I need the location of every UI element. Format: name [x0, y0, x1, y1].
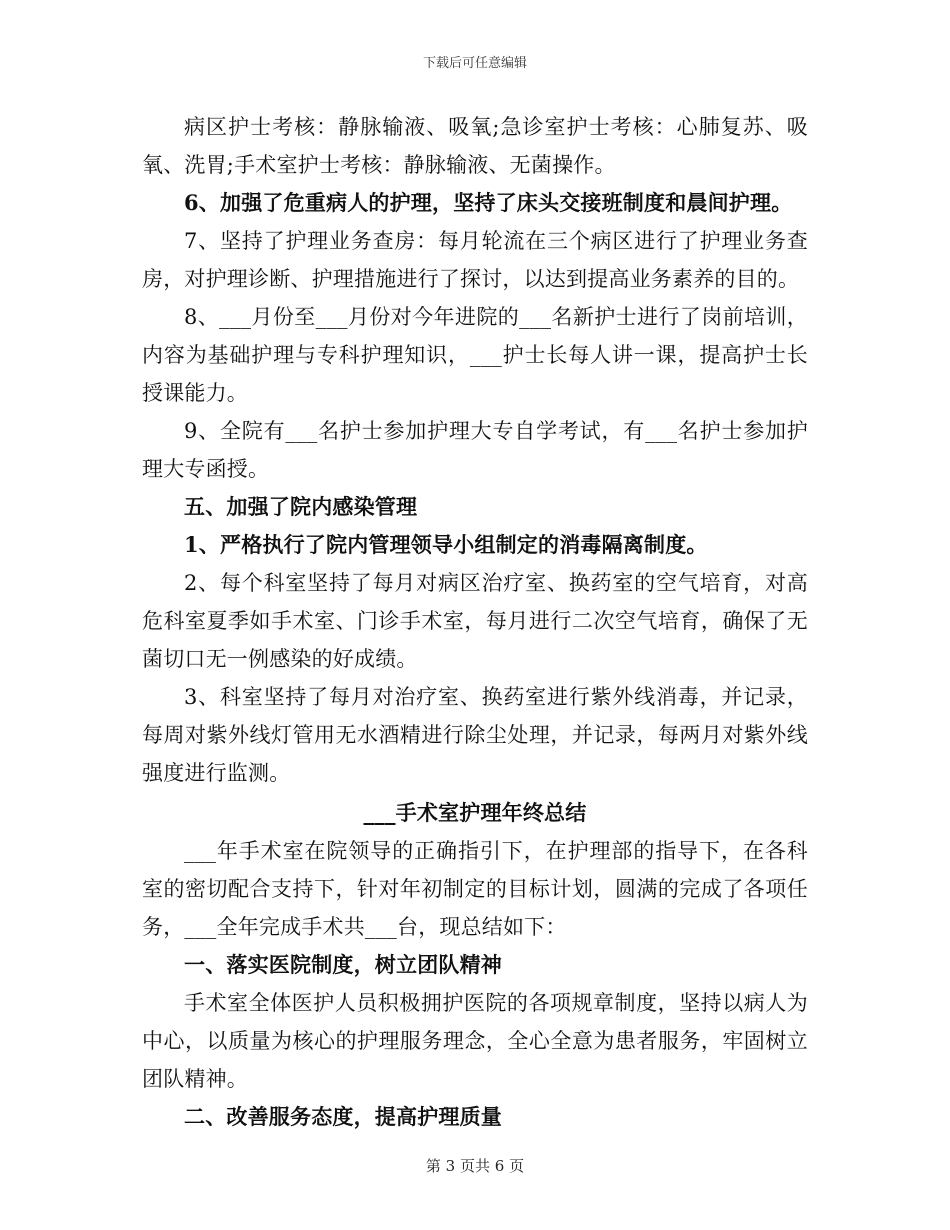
paragraph: ___年手术室在院领导的正确指引下，在护理部的指导下，在各科室的密切配合支持下，针对年初制定的目标计划，圆满的完成了各项任务，___全年完成手术共___台，现总结如下： — [142, 839, 808, 939]
section-heading: 二、改善服务态度，提高护理质量 — [184, 1104, 502, 1129]
paragraph: 7、坚持了护理业务查房：每月轮流在三个病区进行了护理业务查房，对护理诊断、护理措施进行了探讨，以达到提高业务素养的目的。 — [142, 229, 808, 291]
section-heading: 一、落实医院制度，树立团队精神 — [184, 952, 502, 977]
paragraph: 病区护士考核：静脉输液、吸氧;急诊室护士考核：心肺复苏、吸氧、洗胃;手术室护士考核：静脉输液、无菌操作。 — [142, 115, 808, 177]
document-body — [142, 108, 808, 1136]
bold-paragraph: 6、加强了危重病人的护理，坚持了床头交接班制度和晨间护理。 — [184, 190, 793, 215]
paragraph: 手术室全体医护人员积极拥护医院的各项规章制度，坚持以病人为中心，以质量为核心的护理服务理念，全心全意为患者服务，牢固树立团队精神。 — [142, 991, 808, 1091]
paragraph: 9、全院有___名护士参加护理大专自学考试，有___名护士参加护理大专函授。 — [142, 419, 808, 481]
page-footer: 第 3 页共 6 页 — [425, 1157, 525, 1175]
section-heading: 五、加强了院内感染管理 — [184, 494, 418, 519]
paragraph: 2、每个科室坚持了每月对病区治疗室、换药室的空气培育，对高危科室夏季如手术室、门诊手术室，每月进行二次空气培育，确保了无菌切口无一例感染的好成绩。 — [142, 571, 808, 671]
paragraph: 8、___月份至___月份对今年进院的___名新护士进行了岗前培训，内容为基础护理与专科护理知识，___护士长每人讲一课，提高护士长授课能力。 — [142, 305, 808, 405]
paragraph: 3、科室坚持了每月对治疗室、换药室进行紫外线消毒，并记录，每周对紫外线灯管用无水酒精进行除尘处理，并记录，每两月对紫外线强度进行监测。 — [142, 685, 808, 785]
bold-paragraph: 1、严格执行了院内管理领导小组制定的消毒隔离制度。 — [184, 532, 708, 557]
document-title: ___手术室护理年终总结 — [363, 800, 587, 825]
page-header: 下载后可任意编辑 — [422, 56, 527, 71]
